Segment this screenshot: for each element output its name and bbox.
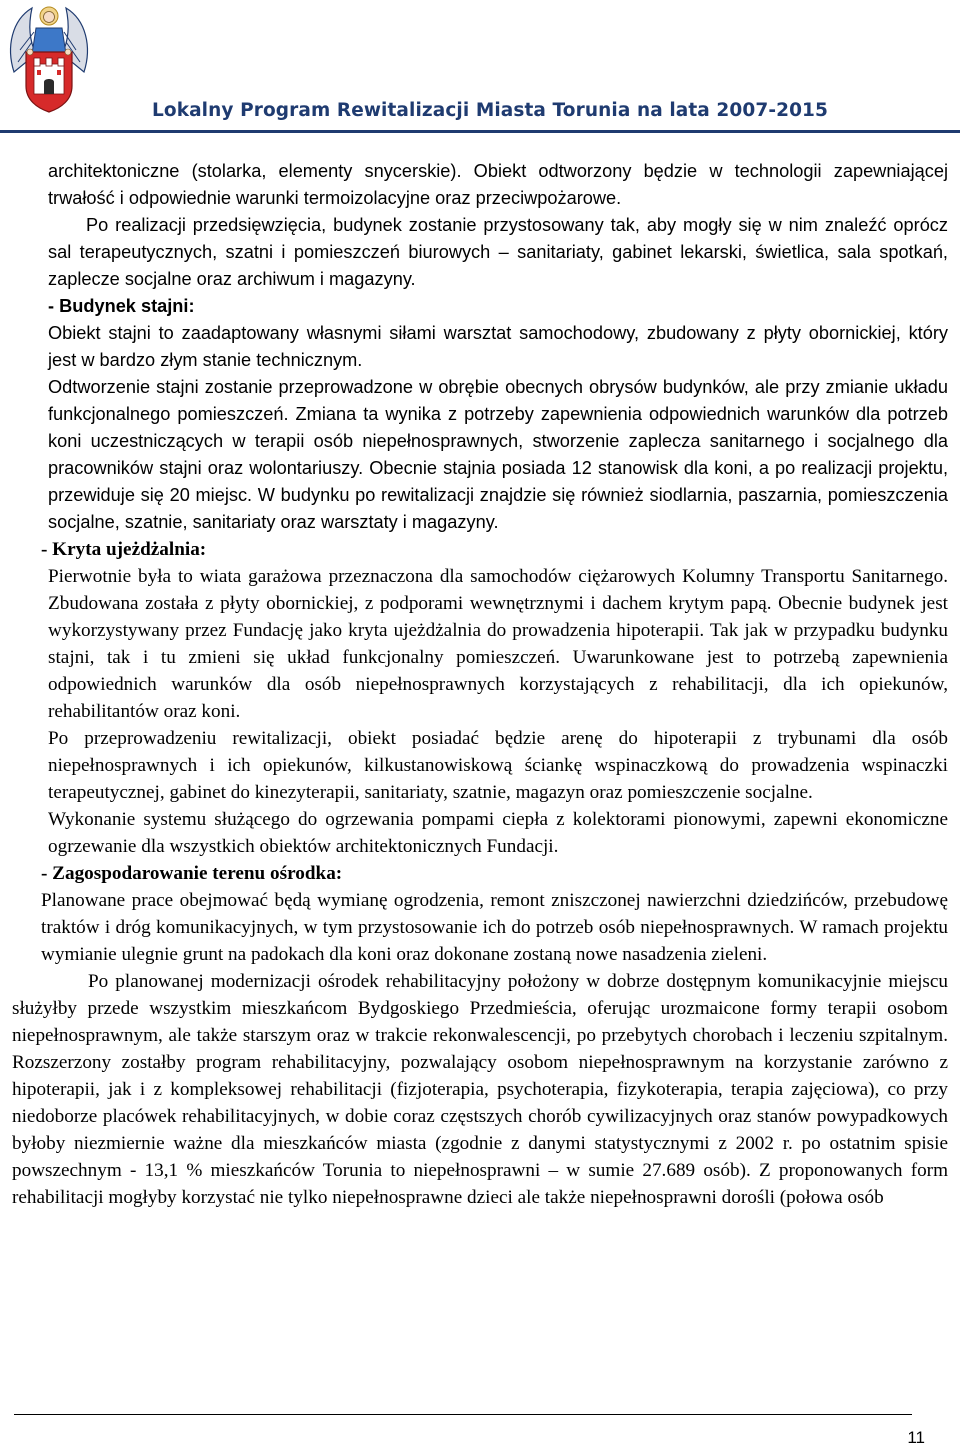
paragraph-heating: Wykonanie systemu służącego do ogrzewania pompami ciepła z kolektorami pionowymi, zapewni ekonomiczne ogrzewanie dla wszystkich obiektów architektonicznych Fundacji. <box>48 809 948 857</box>
header-divider <box>0 130 960 133</box>
paragraph-stables-details: Odtworzenie stajni zostanie przeprowadzone w obrębie obecnych obrysów budynków, ale przy zmianie układu funkcjonalnego pomieszczeń. Zmiana ta wynika z potrzeby zapewnienia odpowiednich warunków dla potrzeb koni uczestniczących w terapii osób niepełnosprawnych, stworzenie zaplecza sanitarnego i socjalnego dla pracowników stajni oraz wolontariuszy. Obecnie stajnia posiada 12 stanowisk dla koni, a po realizacji projektu, przewiduje się 20 miejsc. W budynku po rewitalizacji znajdzie się również siodlarnia, paszarnia, pomieszczenia socjalne, szatnie, sanitariaty oraz warsztaty i magazyny. <box>48 377 948 532</box>
paragraph-stables-intro: Obiekt stajni to zaadaptowany własnymi siłami warsztat samochodowy, zbudowany z płyty obornickiej, który jest w bardzo złym stanie technicznym. <box>48 323 948 370</box>
paragraph-riding-hall: Pierwotnie była to wiata garażowa przeznaczona dla samochodów ciężarowych Kolumny Transportu Sanitarnego. Zbudowana została z płyty obornickiej, z podporami wewnętrznymi i dachem krytym papą. Obecnie budynek jest wykorzystywany przez Fundację jako kryta ujeżdżalnia do prowadzenia hipoterapii. Tak jak w przypadku budynku stajni, tak i tu zmieni się układ funkcjonalny pomieszczeń. Uwarunkowane jest to potrzebą zapewnienia odpowiednich warunków dla osób niepełnosprawnych korzystających z rehabilitacji, dla ich opiekunów, rehabilitantów oraz koni. <box>48 566 948 722</box>
paragraph-adaptation: Po realizacji przedsięwzięcia, budynek zostanie przystosowany tak, aby mogły się w nim znaleźć oprócz sal terapeutycznych, szatni i pomieszczeń biurowych – sanitariaty, gabinet lekarski, świetlica, sala spotkań, zaplecze socjalne oraz archiwum i magazyny. <box>48 215 948 289</box>
paragraph-continuation: architektoniczne (stolarka, elementy snycerskie). Obiekt odtworzony będzie w technologii zapewniającej trwałość i odpowiednie warunki termoizolacyjne oraz przeciwpożarowe. <box>48 161 948 208</box>
paragraph-riding-hall-after: Po przeprowadzeniu rewitalizacji, obiekt posiadać będzie arenę do hipoterapii z trybunami dla osób niepełnosprawnych i ich opiekunów, kilkustanowiskową ściankę wspinaczkową do prowadzenia wspinaczki terapeutycznej, gabinet do kinezyterapii, sanitariaty, szatnie, magazyn oraz pomieszczenie socjalne. <box>48 728 948 803</box>
torun-coat-of-arms-angel-icon <box>6 2 92 114</box>
footer-divider <box>14 1414 912 1415</box>
section-heading-riding-hall: - Kryta ujeżdżalnia: <box>41 539 207 560</box>
paragraph-summary: Po planowanej modernizacji ośrodek rehabilitacyjny położony w dobrze dostępnym komunikacyjnie miejscu służyłby przede wszystkim mieszkańcom Bydgoskiego Przedmieścia, oferując urozmaicone formy terapii osobom niepełnosprawnym, ale także starszym oraz w trakcie rekonwalescencji, po przebytych chorobach i leczeniu szpitalnym. Rozszerzony zostałby program rehabilitacyjny, pozwalający osobom niepełnosprawnym na korzystanie zarówno z hipoterapii, jak i z kompleksowej rehabilitacji (fizjoterapia, psychoterapia, fizykoterapia, terapia zajęciowa), co przy niedoborze placówek rehabilitacyjnych, w dobie coraz częstszych chorób cywilizacyjnych oraz stanów powypadkowych byłoby niezmiernie ważne dla mieszkańców miasta (zgodnie z danymi statystycznymi z 2002 r. po ostatnim spisie powszechnym - 13,1 % mieszkańców Torunia to niepełnosprawni – w sumie 27.689 osób). Z proponowanych form rehabilitacji mogłyby korzystać nie tylko niepełnosprawne dzieci ale także niepełnosprawni dorośli (połowa osób <box>12 971 948 1208</box>
section-heading-stables: - Budynek stajni: <box>48 296 195 316</box>
paragraph-grounds: Planowane prace obejmować będą wymianę ogrodzenia, remont zniszczonej nawierzchni dziedzińców, przebudowę traktów i dróg komunikacyjnych, w tym przystosowanie ich do potrzeb osób niepełnosprawnych. W ramach projektu wymianie ulegnie grunt na padokach dla koni oraz dokonane zostaną nowe nasadzenia zieleni. <box>41 890 948 965</box>
section-heading-grounds: - Zagospodarowanie terenu ośrodka: <box>41 863 343 884</box>
page-number: 11 <box>907 1428 925 1447</box>
document-body <box>12 158 948 1211</box>
header-title: Lokalny Program Rewitalizacji Miasta Torunia na lata 2007-2015 <box>152 100 828 121</box>
